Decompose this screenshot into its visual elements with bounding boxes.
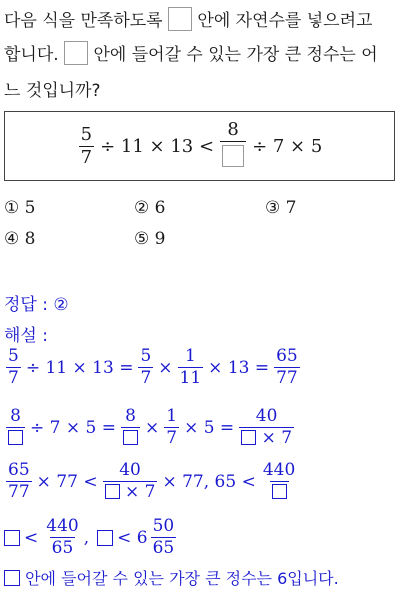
option-value: 6 — [154, 198, 166, 218]
blank-box — [272, 484, 287, 499]
option-value: 8 — [24, 229, 36, 249]
fraction — [239, 408, 294, 447]
question-line-2 — [4, 40, 378, 65]
expression-text: , — [83, 527, 90, 548]
fraction — [6, 348, 21, 387]
option-marker: ① — [4, 198, 20, 218]
answer-value: ② — [53, 295, 69, 315]
fraction — [6, 462, 32, 501]
blank-box — [64, 41, 88, 65]
expression-text: < — [24, 527, 39, 548]
numerator: 40 — [255, 406, 278, 426]
conclusion-line — [4, 566, 339, 589]
denominator: 65 — [152, 538, 175, 558]
blank-box — [97, 530, 113, 546]
option-marker: ② — [134, 198, 150, 218]
expression-text: ÷ 7 × 5 — [252, 135, 323, 157]
numerator: 1 — [166, 406, 178, 426]
numerator: 5 — [140, 346, 152, 366]
answer-line — [4, 290, 69, 315]
answer-label: 정답 : — [4, 295, 48, 315]
numerator: 5 — [8, 346, 19, 366]
fraction — [103, 462, 158, 501]
question-text: 느 것입니까? — [4, 81, 101, 101]
expression-text: × — [144, 417, 160, 438]
expression-text: ÷ 11 × 13 = — [25, 357, 134, 378]
blank-box — [4, 530, 20, 546]
inequality-expression — [77, 121, 323, 171]
fraction — [121, 408, 140, 447]
question-text: 합니다. — [4, 45, 59, 65]
numerator: 40 — [119, 460, 141, 480]
numerator: 8 — [227, 119, 239, 140]
denominator — [103, 481, 158, 501]
option-3 — [265, 198, 296, 218]
expression-text: × 13 = — [208, 357, 270, 378]
option-value: 9 — [154, 229, 166, 249]
solution-step-4 — [4, 518, 178, 557]
blank-box — [222, 145, 244, 167]
denominator: 7 — [8, 368, 19, 388]
option-2 — [134, 198, 165, 218]
fraction — [151, 518, 177, 557]
denominator — [270, 481, 289, 501]
expression-text: × 77, 65 < — [162, 471, 256, 492]
blank-box — [123, 430, 138, 445]
denominator — [6, 427, 25, 447]
question-text: 다음 식을 만족하도록 — [4, 11, 163, 31]
denominator: 11 — [179, 368, 202, 388]
option-marker: ③ — [265, 198, 281, 218]
option-value: 5 — [24, 198, 36, 218]
denominator — [121, 427, 140, 447]
numerator: 440 — [46, 516, 79, 536]
fraction — [44, 518, 80, 557]
question-text: 안에 자연수를 넣으려고 — [197, 11, 373, 31]
denominator: 7 — [166, 428, 178, 448]
fraction — [220, 121, 246, 171]
expression-text: × 5 = — [184, 417, 235, 438]
numerator: 65 — [276, 346, 298, 366]
expression-text: ÷ 11 × 13 < — [100, 135, 215, 157]
question-line-1 — [4, 6, 372, 31]
numerator: 8 — [125, 406, 136, 426]
numerator: 1 — [184, 346, 196, 366]
solution-step-3 — [4, 462, 299, 501]
expression-text: < 6 — [117, 527, 148, 548]
blank-box — [168, 7, 192, 31]
fraction — [79, 123, 94, 168]
option-5 — [134, 229, 165, 249]
denominator: 7 — [140, 368, 152, 388]
blank-box — [8, 430, 23, 445]
denominator: 7 — [80, 146, 93, 168]
fraction — [274, 348, 300, 387]
fraction — [164, 408, 179, 447]
expression-text: ÷ 7 × 5 = — [30, 417, 116, 438]
expression-box — [4, 111, 395, 181]
expression-text: × 77 < — [36, 471, 98, 492]
denominator: 77 — [276, 368, 298, 388]
conclusion-text: 안에 들어갈 수 있는 가장 큰 정수는 6입니다. — [25, 569, 339, 588]
option-4 — [4, 229, 35, 249]
expression-text: × — [158, 357, 173, 378]
denominator-text: × 7 — [124, 482, 156, 502]
fraction — [178, 348, 204, 387]
blank-box — [105, 484, 120, 499]
numerator: 5 — [80, 123, 93, 145]
denominator — [220, 141, 246, 171]
denominator: 65 — [51, 538, 74, 558]
denominator: 77 — [8, 482, 30, 502]
blank-box — [241, 430, 256, 445]
fraction — [261, 462, 297, 501]
fraction — [138, 348, 153, 387]
explanation-label: 해설 : — [4, 326, 48, 346]
numerator: 440 — [262, 460, 296, 480]
option-marker: ⑤ — [134, 229, 150, 249]
blank-box — [4, 570, 20, 586]
numerator: 8 — [10, 406, 21, 426]
solution-step-1 — [4, 348, 302, 387]
question-line-3 — [4, 76, 101, 101]
option-value: 7 — [285, 198, 297, 218]
question-text: 안에 들어갈 수 있는 가장 큰 정수는 어 — [93, 45, 378, 65]
fraction — [6, 408, 25, 447]
solution-step-2 — [4, 408, 296, 447]
denominator-text: × 7 — [261, 428, 293, 448]
option-1 — [4, 198, 35, 218]
denominator — [239, 427, 294, 447]
numerator: 50 — [152, 516, 175, 536]
option-marker: ④ — [4, 229, 20, 249]
numerator: 65 — [8, 460, 30, 480]
